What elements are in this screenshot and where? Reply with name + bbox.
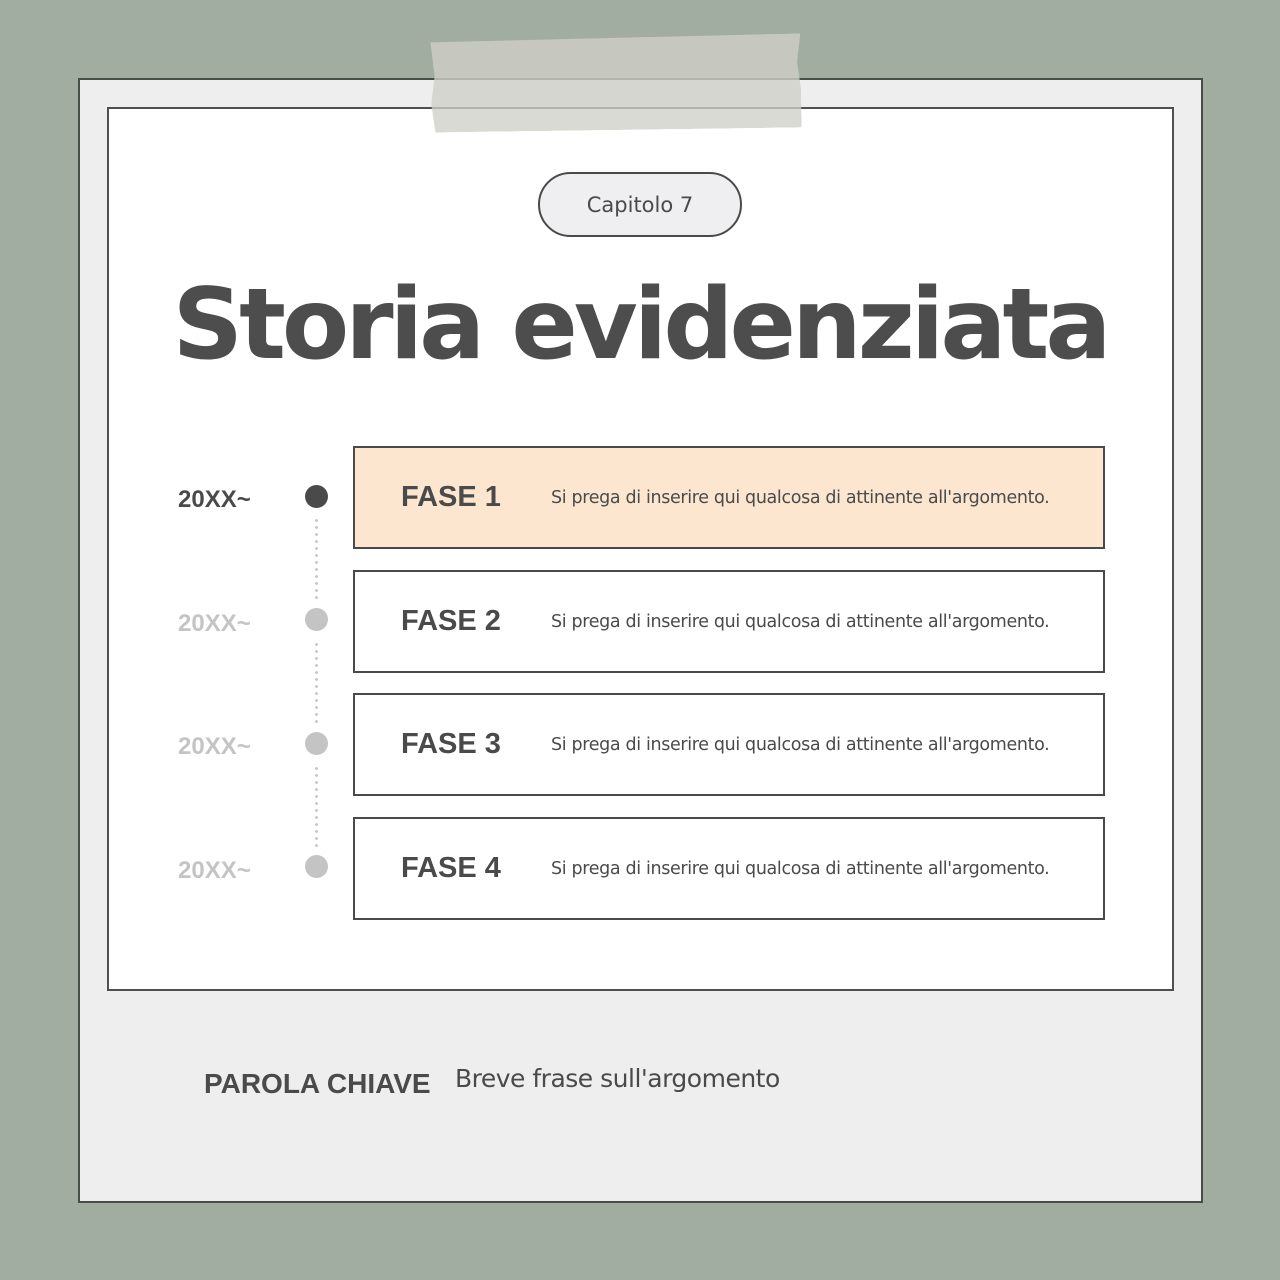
- phase-label: FASE 2: [401, 605, 501, 637]
- timeline-year: 20XX~: [178, 610, 251, 637]
- chapter-badge: [538, 172, 742, 237]
- phase-card-4: [353, 817, 1105, 920]
- timeline-connector: [315, 641, 318, 727]
- masking-tape-decoration: [430, 33, 801, 132]
- phase-card-3: [353, 693, 1105, 796]
- footer-keyword: PAROLA CHIAVE: [204, 1068, 431, 1099]
- timeline-connector: [315, 765, 318, 851]
- phase-description: Si prega di inserire qui qualcosa di attinente all'argomento.: [551, 858, 1050, 879]
- footer-tagline: Breve frase sull'argomento: [455, 1064, 780, 1093]
- phase-label: FASE 1: [401, 481, 501, 513]
- timeline-dot-icon: [305, 855, 328, 878]
- timeline-dot-active-icon: [305, 485, 328, 508]
- timeline-connector: [315, 517, 318, 603]
- timeline-year: 20XX~: [178, 857, 251, 884]
- phase-label: FASE 3: [401, 728, 501, 760]
- timeline-dot-icon: [305, 608, 328, 631]
- page-title: Storia evidenziata: [172, 268, 1108, 382]
- phase-description: Si prega di inserire qui qualcosa di attinente all'argomento.: [551, 734, 1050, 755]
- chapter-label: Capitolo 7: [586, 192, 694, 217]
- timeline-dot-icon: [305, 732, 328, 755]
- phase-label: FASE 4: [401, 852, 501, 884]
- timeline-year: 20XX~: [178, 486, 251, 513]
- phase-card-1: [353, 446, 1105, 549]
- phase-description: Si prega di inserire qui qualcosa di attinente all'argomento.: [551, 487, 1050, 508]
- timeline-year: 20XX~: [178, 733, 251, 760]
- phase-description: Si prega di inserire qui qualcosa di attinente all'argomento.: [551, 611, 1050, 632]
- phase-card-2: [353, 570, 1105, 673]
